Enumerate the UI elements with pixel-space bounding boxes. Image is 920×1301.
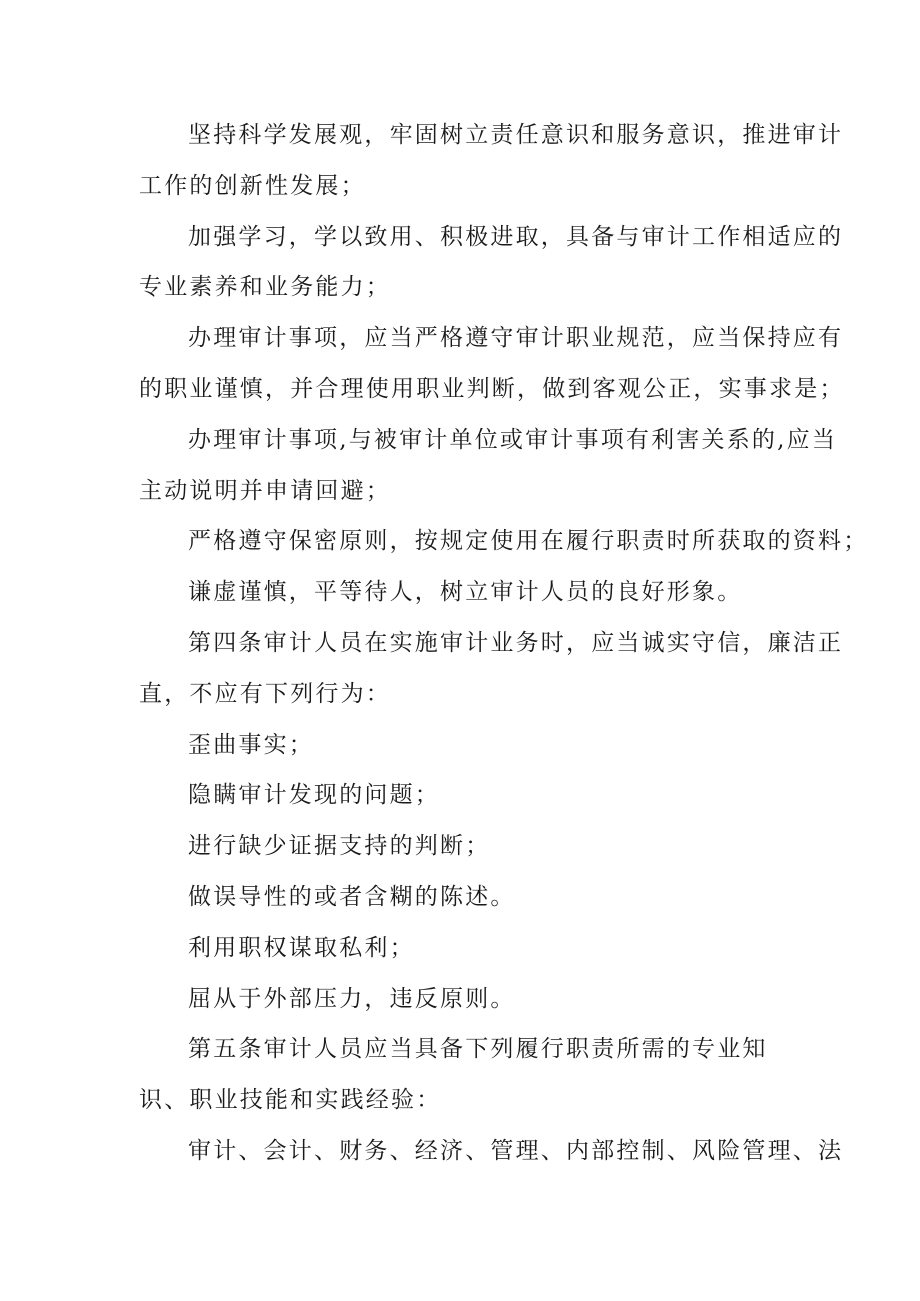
document-body (139, 110, 869, 1177)
paragraph-line: 谦虚谨慎，平等待人，树立审计人员的良好形象。 (188, 579, 743, 606)
list-item: 屈从于外部压力，违反原则。 (188, 985, 516, 1012)
paragraph-line: 坚持科学发展观，牢固树立责任意识和服务意识，推进审计 (188, 122, 844, 148)
list-item: 歪曲事实； (188, 731, 314, 758)
article-4-line: 直，不应有下列行为： (139, 680, 391, 707)
paragraph-line: 加强学习，学以致用、积极进取，具备与审计工作相适应的 (188, 223, 844, 250)
article-5-line: 识、职业技能和实践经验： (139, 1087, 442, 1114)
list-item: 进行缺少证据支持的判断； (188, 833, 491, 860)
paragraph-line: 办理审计事项，应当严格遵守审计职业规范，应当保持应有 (188, 325, 844, 352)
article-4-line: 第四条审计人员在实施审计业务时，应当诚实守信，廉洁正 (188, 629, 844, 656)
paragraph-line: 审计、会计、财务、经济、管理、内部控制、风险管理、法 (188, 1137, 844, 1164)
list-item: 利用职权谋取私利； (188, 934, 415, 961)
paragraph-line: 主动说明并申请回避； (139, 477, 391, 504)
paragraph-line: 严格遵守保密原则，按规定使用在履行职责时所获取的资料； (188, 528, 869, 555)
list-item: 隐瞒审计发现的问题； (188, 782, 440, 809)
paragraph-line: 工作的创新性发展； (139, 172, 366, 199)
paragraph-line: 办理审计事项,与被审计单位或审计事项有利害关系的,应当 (188, 426, 838, 453)
paragraph-line: 的职业谨慎，并合理使用职业判断，做到客观公正，实事求是； (139, 375, 845, 402)
list-item: 做误导性的或者含糊的陈述。 (188, 883, 516, 910)
article-5-line: 第五条审计人员应当具备下列履行职责所需的专业知 (188, 1036, 768, 1063)
paragraph-line: 专业素养和业务能力； (139, 274, 391, 301)
